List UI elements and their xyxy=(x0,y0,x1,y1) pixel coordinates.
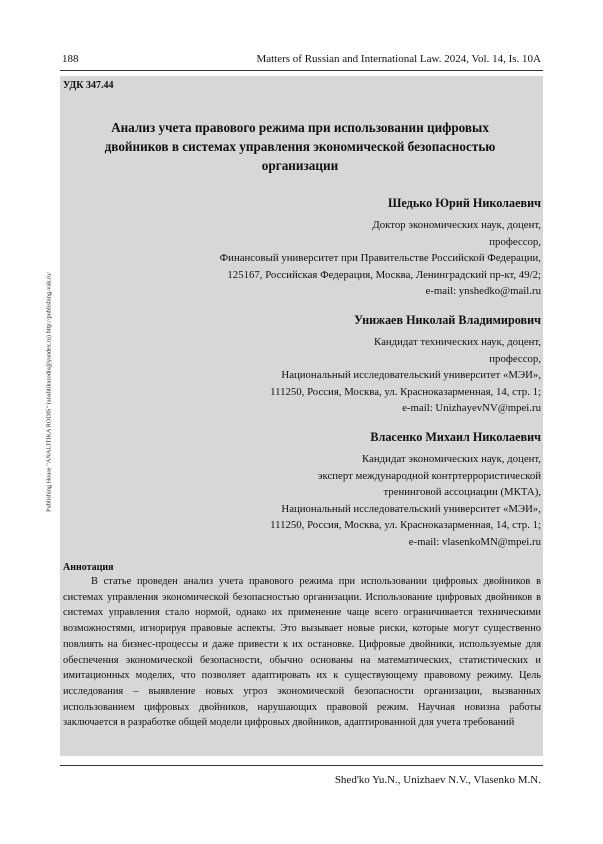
abstract-text: В статье проведен анализ учета правового режима при использовании цифровых двойников в системах управления экономической безопасностью организации. Использование цифровых двойников в системах управления стало нормой, однако их применение чаще всего ограничивается техническими возможностями, игнорируя правовые аспекты. Это вызывает новые риски, которые могут существенно повлиять на бизнес-процессы и даже привести к их остановке. Цифровые двойники, используемые для обеспечения экономической безопасности, обычно основаны на математических, статистических и имитационных моделях, что позволяет адаптировать их к существующему правовому режиму. Цель исследования – выявление новых угроз экономической безопасности организации, вызванных использованием цифровых двойников, нарушающих правовой режим. Научная новизна работы заключается в разработке общей модели цифровых двойников, адаптированной для учета требований xyxy=(63,576,541,729)
author-affiliation: Доктор экономических наук, доцент, профессор, Финансовый университет при Правительстве Российской Федерации, 125167, Российская Федерация, Москва, Ленинградский пр-кт, 49/2; e-mail: ynshedko@mail.ru xyxy=(220,217,541,300)
article-title: Анализ учета правового режима при использовании цифровых двойников в системах управления экономической безопасностью организации xyxy=(104,120,496,173)
abstract-heading: Аннотация xyxy=(63,562,114,573)
author-affiliation: Кандидат технических наук, доцент, профессор, Национальный исследовательский университет «МЭИ», 111250, Россия, Москва, ул. Красноказарменная, 14, стр. 1; e-mail: UnizhayevNV@mpei.ru xyxy=(270,334,541,417)
publisher-strip: Publishing House "ANALITIKA RODIS" (analitikarodis@yandex.ru) http://publishing-vak.ru/ xyxy=(45,272,53,512)
author-email[interactable]: e-mail: vlasenkoMN@mpei.ru xyxy=(408,535,541,548)
footer-divider xyxy=(60,765,543,766)
author-name: Власенко Михаил Николаевич xyxy=(370,430,541,444)
author-email[interactable]: e-mail: UnizhayevNV@mpei.ru xyxy=(402,402,541,414)
author-email[interactable]: e-mail: ynshedko@mail.ru xyxy=(425,285,541,297)
page-number: 188 xyxy=(62,53,79,65)
udk-code: УДК 347.44 xyxy=(63,80,114,91)
author-name: Шедько Юрий Николаевич xyxy=(388,196,541,210)
header-divider xyxy=(60,70,543,71)
author-affiliation: Кандидат экономических наук, доцент, эксперт международной контртеррористической тренинговой ассоциации (МКТА), Национальный исследовательский университет «МЭИ», 111250, Россия, Москва, ул. Красноказарменная, 14, стр. 1; e-mail: vlasenkoMN@mpei.ru xyxy=(270,451,541,550)
footer-authors: Shed'ko Yu.N., Unizhaev N.V., Vlasenko M.N. xyxy=(334,774,541,786)
journal-header: Matters of Russian and International Law. 2024, Vol. 14, Is. 10A xyxy=(256,53,541,65)
author-name: Унижаев Николай Владимирович xyxy=(354,313,541,327)
